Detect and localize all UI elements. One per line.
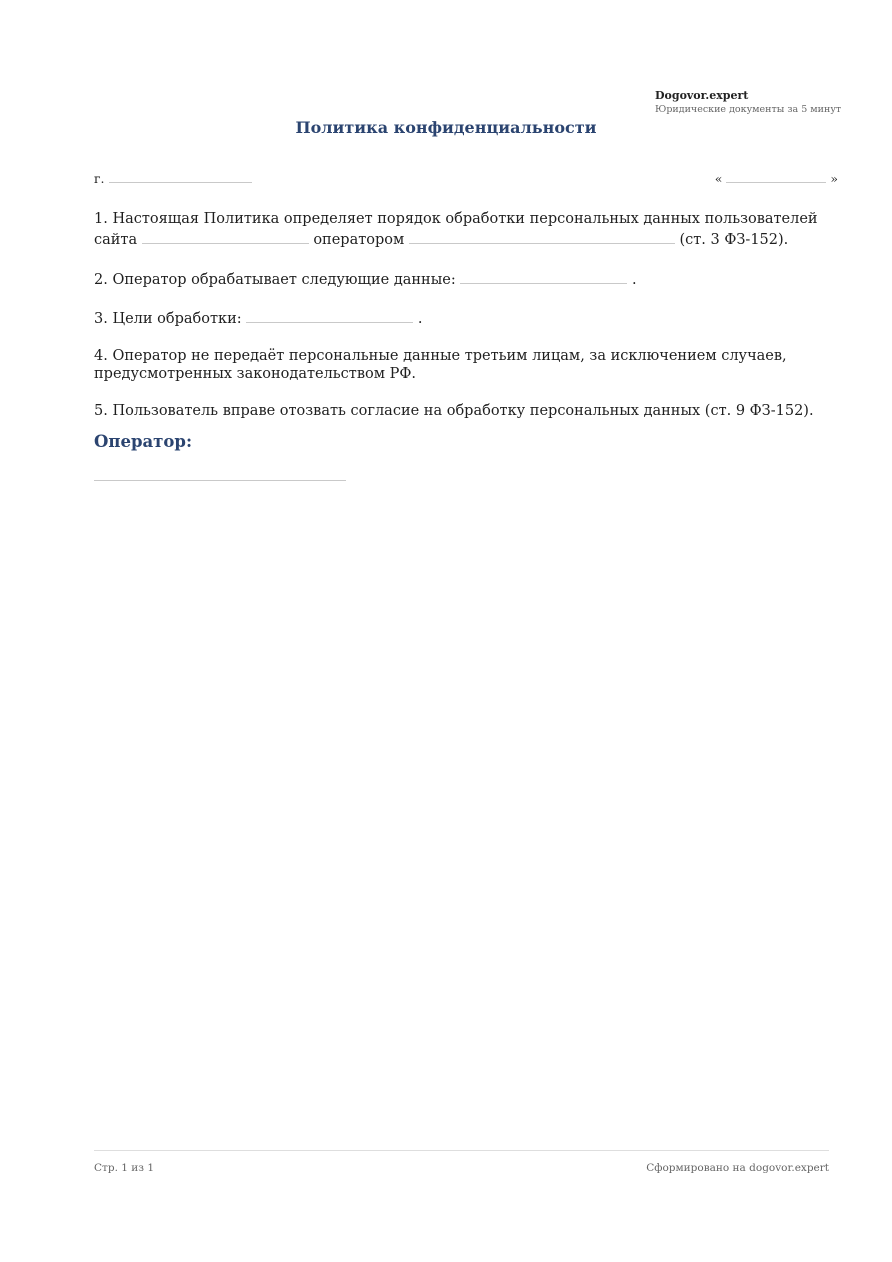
brand-block xyxy=(655,88,855,117)
clause-1 xyxy=(94,210,834,250)
date-field xyxy=(715,168,838,186)
city-field xyxy=(94,168,252,186)
clause-5: 5. Пользователь вправе отозвать согласие на обработку персональных данных (ст. 9 ФЗ-152). xyxy=(94,403,814,419)
clause-2-text-a: 2. Оператор обрабатывает следующие данные: xyxy=(94,272,456,288)
generated-by: Сформировано на dogovor.expert xyxy=(646,1162,829,1174)
clause-1-text-b: оператором xyxy=(313,232,405,248)
site-blank[interactable] xyxy=(142,229,309,244)
clause-1-text-a: 1. Настоящая Политика определяет порядок обработки персональных данных пользователей сайта xyxy=(94,211,818,248)
clause-3-text-b: . xyxy=(417,311,423,327)
date-open-quote: « xyxy=(714,171,723,186)
clause-2 xyxy=(94,269,834,289)
city-prefix: г. xyxy=(94,171,105,186)
brand-name: Dogovor.expert xyxy=(655,89,749,102)
clause-1-text-c: (ст. 3 ФЗ-152). xyxy=(679,232,789,248)
document-title: Политика конфиденциальности xyxy=(295,118,597,137)
brand-tagline: Юридические документы за 5 минут xyxy=(655,104,842,115)
city-blank[interactable] xyxy=(109,168,252,183)
date-close-quote: » xyxy=(830,171,838,186)
clauses xyxy=(94,210,834,439)
signature-line[interactable] xyxy=(94,480,346,481)
date-blank[interactable] xyxy=(726,168,826,183)
data-list-blank[interactable] xyxy=(460,269,627,284)
purposes-blank[interactable] xyxy=(246,308,413,323)
clause-4: 4. Оператор не передаёт персональные данные третьим лицам, за исключением случаев, предусмотренных законодательством РФ. xyxy=(94,348,787,382)
clause-3-text-a: 3. Цели обработки: xyxy=(94,311,242,327)
clause-2-text-b: . xyxy=(631,272,637,288)
page-number: Стр. 1 из 1 xyxy=(94,1162,155,1174)
footer-divider xyxy=(94,1150,829,1151)
clause-3 xyxy=(94,308,834,328)
operator-blank[interactable] xyxy=(409,229,675,244)
operator-heading: Оператор: xyxy=(94,432,193,451)
